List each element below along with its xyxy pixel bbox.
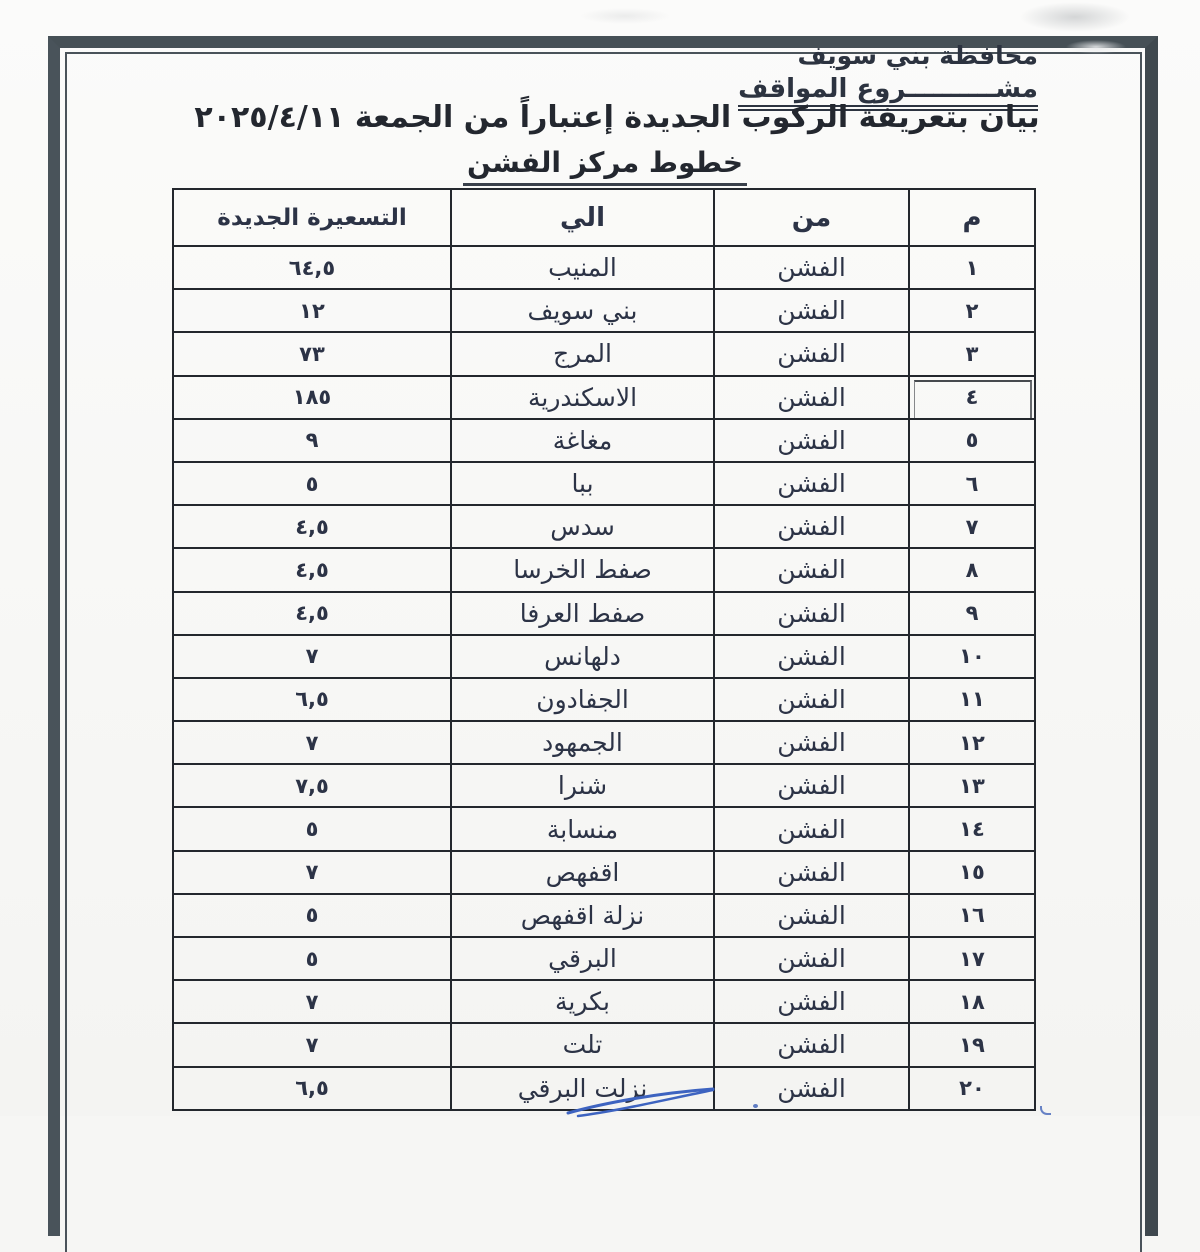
row-number-cell: ٦	[909, 462, 1035, 505]
from-cell: الفشن	[714, 678, 909, 721]
to-cell: صفط العرفا	[451, 592, 714, 635]
document-subtitle-wrap	[0, 146, 1200, 186]
row-number-cell: ١٦	[909, 894, 1035, 937]
row-number-cell: ١٥	[909, 851, 1035, 894]
from-cell: الفشن	[714, 289, 909, 332]
row-number-cell: ٧	[909, 505, 1035, 548]
from-cell: الفشن	[714, 635, 909, 678]
table-row	[173, 764, 1035, 807]
to-cell: دلهانس	[451, 635, 714, 678]
fare-cell: ٧	[173, 1023, 451, 1066]
to-cell: مغاغة	[451, 419, 714, 462]
to-cell: بكرية	[451, 980, 714, 1023]
pen-signature	[566, 1086, 718, 1118]
from-cell: الفشن	[714, 980, 909, 1023]
fare-cell: ٥	[173, 894, 451, 937]
row-number-cell: ١١	[909, 678, 1035, 721]
to-cell: البرقي	[451, 937, 714, 980]
from-cell: الفشن	[714, 721, 909, 764]
table-row	[173, 548, 1035, 591]
fare-cell: ٧	[173, 635, 451, 678]
from-cell: الفشن	[714, 851, 909, 894]
row-number-cell: ١٠	[909, 635, 1035, 678]
from-cell: الفشن	[714, 592, 909, 635]
from-cell: الفشن	[714, 376, 909, 419]
header-number: م	[909, 189, 1035, 246]
header-to: الي	[451, 189, 714, 246]
from-cell: الفشن	[714, 246, 909, 289]
project-name: مشــــــــــروع المواقف	[738, 74, 1038, 111]
header-new-fare: التسعيرة الجديدة	[173, 189, 451, 246]
to-cell: الجفادون	[451, 678, 714, 721]
from-cell: الفشن	[714, 505, 909, 548]
table-row	[173, 505, 1035, 548]
table-row	[173, 721, 1035, 764]
fare-cell: ٦,٥	[173, 1067, 451, 1110]
to-cell: شنرا	[451, 764, 714, 807]
table-row	[173, 980, 1035, 1023]
to-cell: نزلت البرقي	[451, 1067, 714, 1110]
fare-cell: ٤,٥	[173, 548, 451, 591]
fare-cell: ٤,٥	[173, 505, 451, 548]
fare-table-body	[173, 246, 1035, 1110]
from-cell: الفشن	[714, 548, 909, 591]
row-number-cell: ٤	[909, 376, 1035, 419]
row-number-cell: ١٩	[909, 1023, 1035, 1066]
from-cell: الفشن	[714, 332, 909, 375]
fare-cell: ٧	[173, 980, 451, 1023]
to-cell: نزلة اقفهص	[451, 894, 714, 937]
table-row	[173, 1023, 1035, 1066]
fare-cell: ٥	[173, 462, 451, 505]
row-number-cell: ٢٠	[909, 1067, 1035, 1110]
to-cell: ببا	[451, 462, 714, 505]
to-cell: المنيب	[451, 246, 714, 289]
table-row	[173, 807, 1035, 850]
row-number-cell: ٣	[909, 332, 1035, 375]
row-number-cell: ٢	[909, 289, 1035, 332]
from-cell: الفشن	[714, 1023, 909, 1066]
fare-cell: ٩	[173, 419, 451, 462]
to-cell: الاسكندرية	[451, 376, 714, 419]
fare-cell: ١٢	[173, 289, 451, 332]
document-title: بيان بتعريفة الركوب الجديدة إعتباراً من الجمعة ٢٠٢٥/٤/١١	[194, 100, 1040, 135]
from-cell: الفشن	[714, 1067, 909, 1110]
fare-cell: ٧	[173, 721, 451, 764]
to-cell: سدس	[451, 505, 714, 548]
table-row	[173, 592, 1035, 635]
fare-cell: ٦٤,٥	[173, 246, 451, 289]
row-number-cell: ١	[909, 246, 1035, 289]
to-cell: بني سويف	[451, 289, 714, 332]
to-cell: الجمهود	[451, 721, 714, 764]
row-number-cell: ١٣	[909, 764, 1035, 807]
from-cell: الفشن	[714, 937, 909, 980]
table-row	[173, 894, 1035, 937]
to-cell: المرج	[451, 332, 714, 375]
row-number-cell: ١٤	[909, 807, 1035, 850]
pen-mark-dot	[753, 1104, 758, 1108]
row-number-cell: ١٢	[909, 721, 1035, 764]
to-cell: صفط الخرسا	[451, 548, 714, 591]
table-row	[173, 851, 1035, 894]
table-row	[173, 246, 1035, 289]
fare-table	[172, 188, 1036, 1111]
row-number-cell: ٥	[909, 419, 1035, 462]
fare-cell: ١٨٥	[173, 376, 451, 419]
from-cell: الفشن	[714, 419, 909, 462]
header-from: من	[714, 189, 909, 246]
document-subtitle: خطوط مركز الفشن	[463, 146, 747, 186]
fare-cell: ٧	[173, 851, 451, 894]
table-row	[173, 419, 1035, 462]
row-number-cell: ١٨	[909, 980, 1035, 1023]
from-cell: الفشن	[714, 764, 909, 807]
fare-cell: ٦,٥	[173, 678, 451, 721]
row-number-cell: ٩	[909, 592, 1035, 635]
governorate-name: محافظة بني سويف	[797, 41, 1038, 70]
from-cell: الفشن	[714, 462, 909, 505]
to-cell: تلت	[451, 1023, 714, 1066]
table-row	[173, 937, 1035, 980]
table-row	[173, 635, 1035, 678]
from-cell: الفشن	[714, 807, 909, 850]
table-row	[173, 376, 1035, 419]
fare-cell: ٧,٥	[173, 764, 451, 807]
table-row	[173, 462, 1035, 505]
fare-table-header-row	[173, 189, 1035, 246]
to-cell: اقفهص	[451, 851, 714, 894]
row-number-cell: ٨	[909, 548, 1035, 591]
table-row	[173, 332, 1035, 375]
fare-cell: ٥	[173, 807, 451, 850]
table-row	[173, 289, 1035, 332]
to-cell: منسابة	[451, 807, 714, 850]
fare-cell: ٥	[173, 937, 451, 980]
fare-cell: ٧٣	[173, 332, 451, 375]
table-row	[173, 678, 1035, 721]
fare-cell: ٤,٥	[173, 592, 451, 635]
from-cell: الفشن	[714, 894, 909, 937]
row-number-cell: ١٧	[909, 937, 1035, 980]
